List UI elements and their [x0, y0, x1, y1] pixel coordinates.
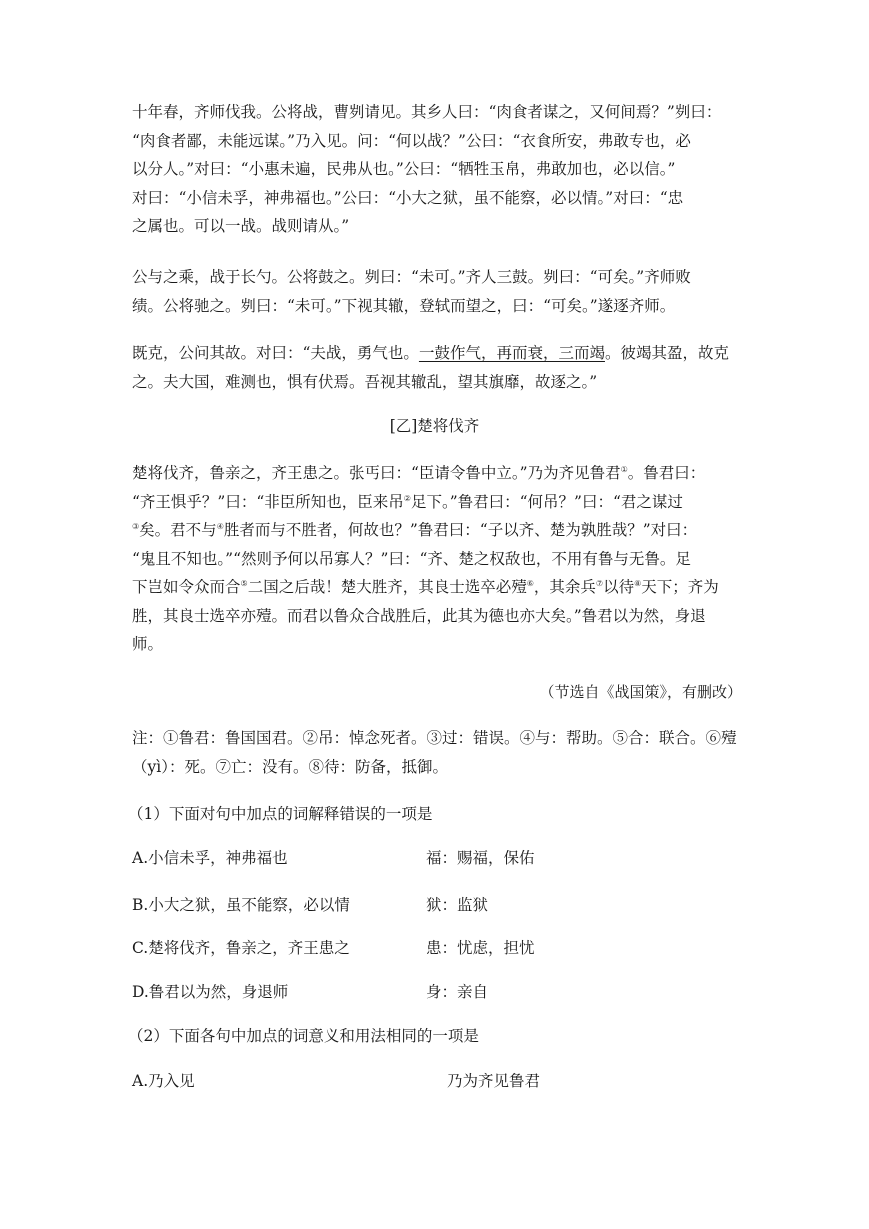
- question-2-stem: （2）下面各句中加点的词意义和用法相同的一项是: [128, 1027, 479, 1045]
- q1-option-a-explanation: 福：赐福，保佑: [426, 849, 535, 867]
- text-segment: 足下。”鲁君曰：“何吊？”曰：“君之谋过: [410, 492, 683, 511]
- text-line: 对曰：“小信未孚，神弗福也。”公曰：“小大之狱，虽不能察，必以情。”对曰：“忠: [132, 188, 684, 207]
- q2-option-a-sentence-1: A.乃入见: [132, 1072, 195, 1090]
- q1-option-c-sentence: C.楚将伐齐，鲁亲之，齐王患之: [132, 939, 350, 957]
- text-line: [132, 516, 752, 545]
- text-line: 之属也。可以一战。战则请从。”: [132, 217, 350, 235]
- text-line: 师。: [132, 635, 164, 653]
- text-segment: 。彼竭其盈，故克: [604, 344, 729, 362]
- q1-option-d-explanation: 身：亲自: [426, 983, 489, 1001]
- text-line: 胜，其良士选卒亦殪。而君以鲁众合战胜后，此其为德也亦大矣。”鲁君以为然，身退: [132, 606, 706, 625]
- footnote-mark: ⑥: [526, 578, 534, 588]
- text-segment: 楚将伐齐，鲁亲之，齐王患之。张丐曰：“臣请令鲁中立。”乃为齐见鲁君: [132, 464, 621, 482]
- footnote-mark: ②: [403, 493, 411, 503]
- text-line: 以分人。”对曰：“小惠未遍，民弗从也。”公曰：“牺牲玉帛，弗敢加也，必以信。”: [132, 160, 676, 178]
- underlined-phrase: 一鼓作气，再而衰，三而竭: [418, 344, 605, 362]
- q1-option-d-sentence: D.鲁君以为然，身退师: [132, 983, 289, 1001]
- text-segment: 矣。君不与: [139, 521, 217, 539]
- text-segment: 既克，公问其故。对曰：“夫战，勇气也。: [132, 344, 419, 362]
- passage-jia-paragraph-1: [132, 98, 752, 241]
- text-line: “肉食者鄙，未能远谋。”乃入见。问：“何以战？”公曰：“衣食所安，弗敢专也，必: [132, 131, 691, 150]
- text-segment: “齐王惧乎？”曰：“非臣所知也，臣来吊: [132, 492, 404, 511]
- text-line: [132, 459, 752, 488]
- footnote-mark: ③: [132, 521, 140, 531]
- question-1-stem: （1）下面对句中加点的词解释错误的一项是: [128, 805, 433, 823]
- text-line: [132, 573, 752, 602]
- text-line: 公与之乘，战于长勺。公将鼓之。刿曰：“未可。”齐人三鼓。刿曰：“可矣。”齐师败: [132, 268, 691, 286]
- source-citation: （节选自《战国策》，有删改）: [539, 683, 742, 701]
- footnote-mark: ①: [620, 464, 628, 474]
- footnote-mark: ⑧: [634, 578, 642, 588]
- text-segment: 天下；齐为: [641, 578, 719, 596]
- q1-option-b-sentence: B.小大之狱，虽不能察，必以情: [132, 896, 350, 914]
- passage-jia-paragraph-2: [132, 263, 752, 320]
- q2-option-a-sentence-2: 乃为齐见鲁君: [447, 1072, 541, 1090]
- q1-option-b-explanation: 狱：监狱: [426, 896, 489, 914]
- text-segment: 下岂如令众而合: [132, 578, 241, 596]
- text-line: “鬼且不知也。”“然则予何以吊寡人？”曰：“齐、楚之权敌也，不用有鲁与无鲁。足: [132, 549, 691, 568]
- text-line: [132, 339, 752, 368]
- q1-option-c-explanation: 患：忧虑，担忧: [426, 939, 535, 957]
- text-line: 之。夫大国，难测也，惧有伏焉。吾视其辙乱，望其旗靡，故逐之。”: [132, 372, 598, 391]
- text-segment: ，其余兵: [533, 578, 596, 596]
- footnote-mark: ⑦: [595, 578, 604, 588]
- text-segment: 胜者而与不胜者，何故也？”鲁君曰：“子以齐、楚为孰胜哉？”对曰：: [223, 521, 698, 539]
- footnote-mark: ⑤: [240, 578, 248, 588]
- text-segment: 以待: [603, 578, 635, 596]
- q1-option-a-sentence: A.小信未孚，神弗福也: [132, 849, 288, 867]
- text-segment: 。鲁君曰：: [627, 464, 706, 482]
- passage-jia-paragraph-3: [132, 339, 752, 396]
- annotation-notes: [132, 724, 752, 781]
- text-line: （yì）：死。⑦亡：没有。⑧待：防备，抵御。: [132, 757, 448, 776]
- passage-yi-title: [乙]楚将伐齐: [389, 417, 480, 435]
- footnote-mark: ④: [216, 521, 224, 531]
- text-line: 绩。公将驰之。刿曰：“未可。”下视其辙，登轼而望之，曰：“可矣。”遂逐齐师。: [132, 296, 676, 315]
- text-line: 注：①鲁君：鲁国国君。②吊：悼念死者。③过：错误。④与：帮助。⑤合：联合。⑥殪: [132, 729, 737, 747]
- text-line: [132, 488, 752, 517]
- passage-yi-paragraph: [132, 459, 752, 659]
- text-line: 十年春，齐师伐我。公将战，曹刿请见。其乡人曰：“肉食者谋之，又何间焉？”刿曰：: [132, 103, 722, 121]
- text-segment: 二国之后哉！楚大胜齐，其良士选卒必殪: [247, 578, 527, 596]
